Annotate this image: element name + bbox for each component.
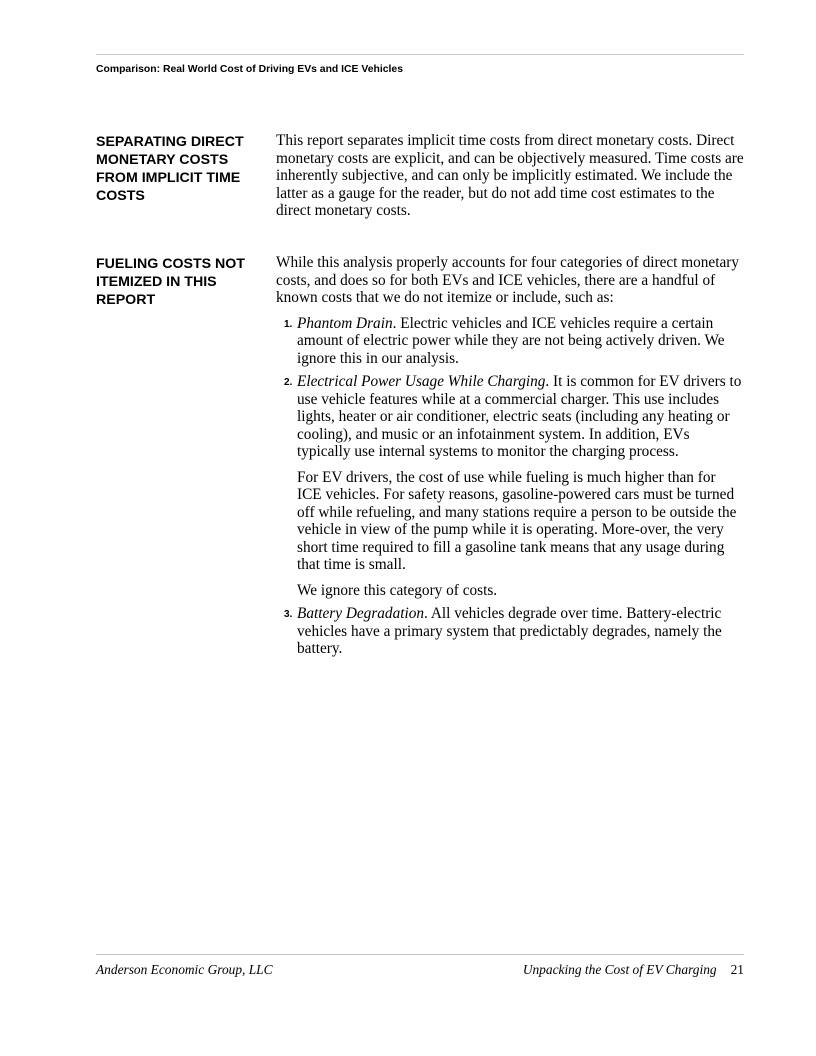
list-term: Electrical Power Usage While Charging (297, 373, 546, 390)
uncounted-costs-list (276, 315, 744, 658)
header-rule (96, 54, 744, 55)
list-number: 3. (284, 609, 293, 620)
list-text: . Electric vehicles and ICE vehicles require a certain amount of electric power while they are not being actively driven. We ignore this in our analysis. (297, 314, 725, 367)
footer-doc-title: Unpacking the Cost of EV Charging (522, 962, 717, 977)
body-paragraph: While this analysis properly accounts for four categories of direct monetary costs, and does so for both EVs and ICE vehicles, there are a handful of known costs that we do not itemize or include, such as: (276, 254, 739, 306)
footer-publisher: Anderson Economic Group, LLC (96, 962, 273, 977)
list-sub-paragraph: We ignore this category of costs. (297, 581, 498, 599)
list-item (276, 605, 744, 658)
list-item (276, 373, 744, 599)
running-head: Comparison: Real World Cost of Driving EVs and ICE Vehicles (96, 64, 403, 75)
section-body (276, 132, 744, 220)
body-paragraph: This report separates implicit time costs from direct monetary costs. Direct monetary costs are explicit, and can be objectively measured. Time costs are inherently subjective, and can only be implicitly estimated. We include the latter as a gauge for the reader, but do not add time cost estimates to the direct monetary costs. (276, 132, 744, 219)
list-item (276, 315, 744, 368)
side-head: SEPARATING DIRECT MONETARY COSTS FROM IMPLICIT TIME COSTS (96, 134, 244, 204)
list-number: 2. (284, 377, 293, 388)
section-body (276, 254, 744, 664)
footer-right (523, 962, 744, 978)
list-number: 1. (284, 318, 293, 330)
list-term: Phantom Drain (297, 314, 393, 332)
list-text: . It is common for EV drivers to use vehicle features while at a commercial charger. This use includes lights, heater or air conditioner, electric seats (including any heating or cooling), and music or an infotainment system. In addition, EVs typically use internal systems to monitor the charging process. (297, 373, 742, 460)
list-term: Battery Degradation (297, 605, 425, 622)
page-number: 21 (730, 962, 744, 977)
footer-rule (96, 954, 744, 955)
list-sub-paragraph: For EV drivers, the cost of use while fueling is much higher than for ICE vehicles. For safety reasons, gasoline-powered cars must be turned off while refueling, and many stations require a person to be outside the vehicle in view of the pump while it is operating. More-over, the very short time required to fill a gasoline tank means that any usage during that time is small. (297, 468, 737, 573)
list-text: . All vehicles degrade over time. Battery-electric vehicles have a primary system that predictably degrades, namely the battery. (297, 605, 722, 657)
side-head: FUELING COSTS NOT ITEMIZED IN THIS REPORT (96, 256, 245, 308)
